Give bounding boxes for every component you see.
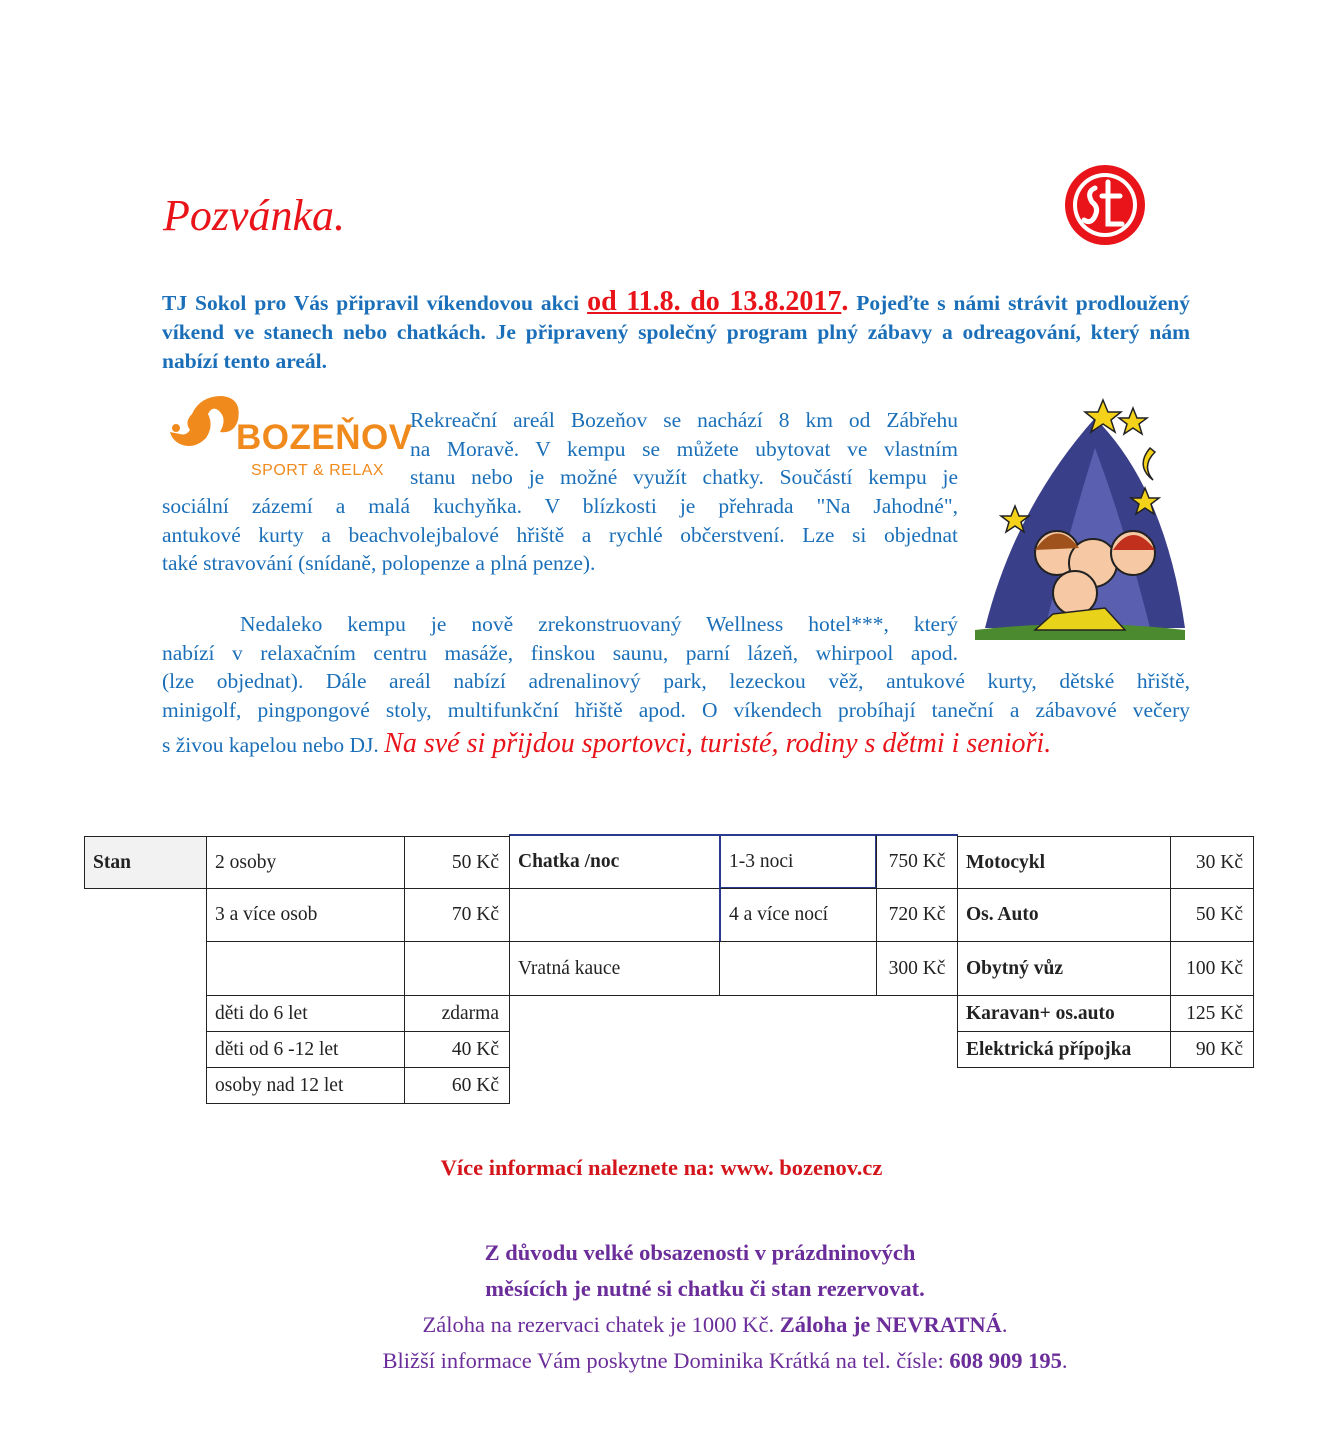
paragraph-2-bottom: (lze objednat). Dále areál nabízí adrenalinový park, lezeckou věž, antukové kurty, dětské hřiště, minigolf, pingpongové stoly, multifunkční hřiště apod. O víkendech probíhají taneční a zábavové večery	[162, 669, 1190, 722]
deposit-info: Záloha na rezervaci chatek je 1000 Kč. Záloha je NEVRATNÁ.	[422, 1312, 1008, 1337]
table-cell: Os. Auto	[957, 888, 1171, 942]
brand-tagline: SPORT & RELAX	[251, 462, 385, 479]
intro-text: TJ Sokol pro Vás připravil víkendovou akci od 11.8. do 13.8.2017. Pojeďte s námi strávit prodloužený víkend ve stanech nebo chatkách. Je připravený společný program plný zábavy a odreagování, který nám nabízí tento areál.	[162, 286, 1190, 373]
chatka-label: Chatka /noc	[509, 834, 720, 889]
table-cell: 3 a více osob	[206, 888, 405, 942]
paragraph-2-top: Nedaleko kempu je nově zrekonstruovaný Wellness hotel***, který nabízí v relaxačním centru masáže, finskou saunu, parní lázeň, whirpool apod.	[162, 612, 958, 665]
table-cell: Motocykl	[957, 836, 1171, 889]
table-cell: 30 Kč	[1170, 836, 1254, 889]
bozenov-logo	[164, 384, 413, 482]
sokol-logo	[1062, 162, 1148, 248]
table-cell: zdarma	[404, 995, 510, 1032]
brand-name: BOZEŇOV	[236, 418, 413, 457]
table-cell	[206, 941, 405, 996]
table-cell: 2 osoby	[206, 836, 405, 889]
table-cell: 1-3 noci	[719, 834, 877, 889]
table-cell: děti od 6 -12 let	[206, 1031, 405, 1068]
table-cell	[509, 888, 720, 942]
phone-number: 608 909 195	[949, 1348, 1062, 1373]
squirrel-icon	[164, 388, 244, 468]
table-cell: 60 Kč	[404, 1067, 510, 1104]
event-date: od 11.8. do 13.8.2017	[587, 286, 842, 317]
table-cell: osoby nad 12 let	[206, 1067, 405, 1104]
more-info-link[interactable]: Více informací naleznete na: www. bozenov.cz	[440, 1155, 883, 1180]
table-cell: Karavan+ os.auto	[957, 995, 1171, 1032]
table-cell: 720 Kč	[876, 888, 958, 942]
table-cell: 50 Kč	[1170, 888, 1254, 942]
camping-tent-illustration	[975, 378, 1185, 646]
table-cell: 70 Kč	[404, 888, 510, 942]
table-cell: 100 Kč	[1170, 941, 1254, 996]
reservation-line-1: Z důvodu velké obsazenosti v prázdninových	[484, 1240, 916, 1265]
page-title: Pozvánka.	[163, 191, 346, 240]
table-cell: Vratná kauce	[509, 941, 720, 996]
table-cell: děti do 6 let	[206, 995, 405, 1032]
contact-info: Bližší informace Vám poskytne Dominika Krátká na tel. čísle: 608 909 195.	[382, 1348, 1068, 1373]
table-cell	[719, 941, 877, 996]
table-cell: 4 a více nocí	[719, 888, 877, 942]
table-cell: 40 Kč	[404, 1031, 510, 1068]
paragraph-1-top: Rekreační areál Bozeňov se nachází 8 km od Zábřehu na Moravě. V kempu se můžete ubytovat ve vlastním stanu nebo je možné využít chatky. Součástí kempu je	[410, 408, 958, 490]
table-cell: 125 Kč	[1170, 995, 1254, 1032]
table-cell: 750 Kč	[876, 834, 958, 889]
paragraph-1-bottom: sociální zázemí a malá kuchyňka. V blízkosti je přehrada "Na Jahodné", antukové kurty a beachvolejbalové hřiště a rychlé občerstvení. Lze si objednat také stravování (snídaně, polopenze a plná penze).	[162, 494, 958, 576]
table-cell: 90 Kč	[1170, 1031, 1254, 1068]
table-cell: 300 Kč	[876, 941, 958, 996]
paragraph-2-last: s živou kapelou nebo DJ. Na své si přijdou sportovci, turisté, rodiny s dětmi i senioři.	[162, 728, 1052, 759]
table-cell: Obytný vůz	[957, 941, 1171, 996]
table-cell: Elektrická přípojka	[957, 1031, 1171, 1068]
reservation-line-2: měsících je nutné si chatku či stan rezervovat.	[485, 1276, 925, 1301]
table-cell	[404, 941, 510, 996]
table-cell: 50 Kč	[404, 836, 510, 889]
stan-label: Stan	[84, 836, 207, 889]
slogan: Na své si přijdou sportovci, turisté, rodiny s dětmi i senioři.	[384, 728, 1052, 759]
